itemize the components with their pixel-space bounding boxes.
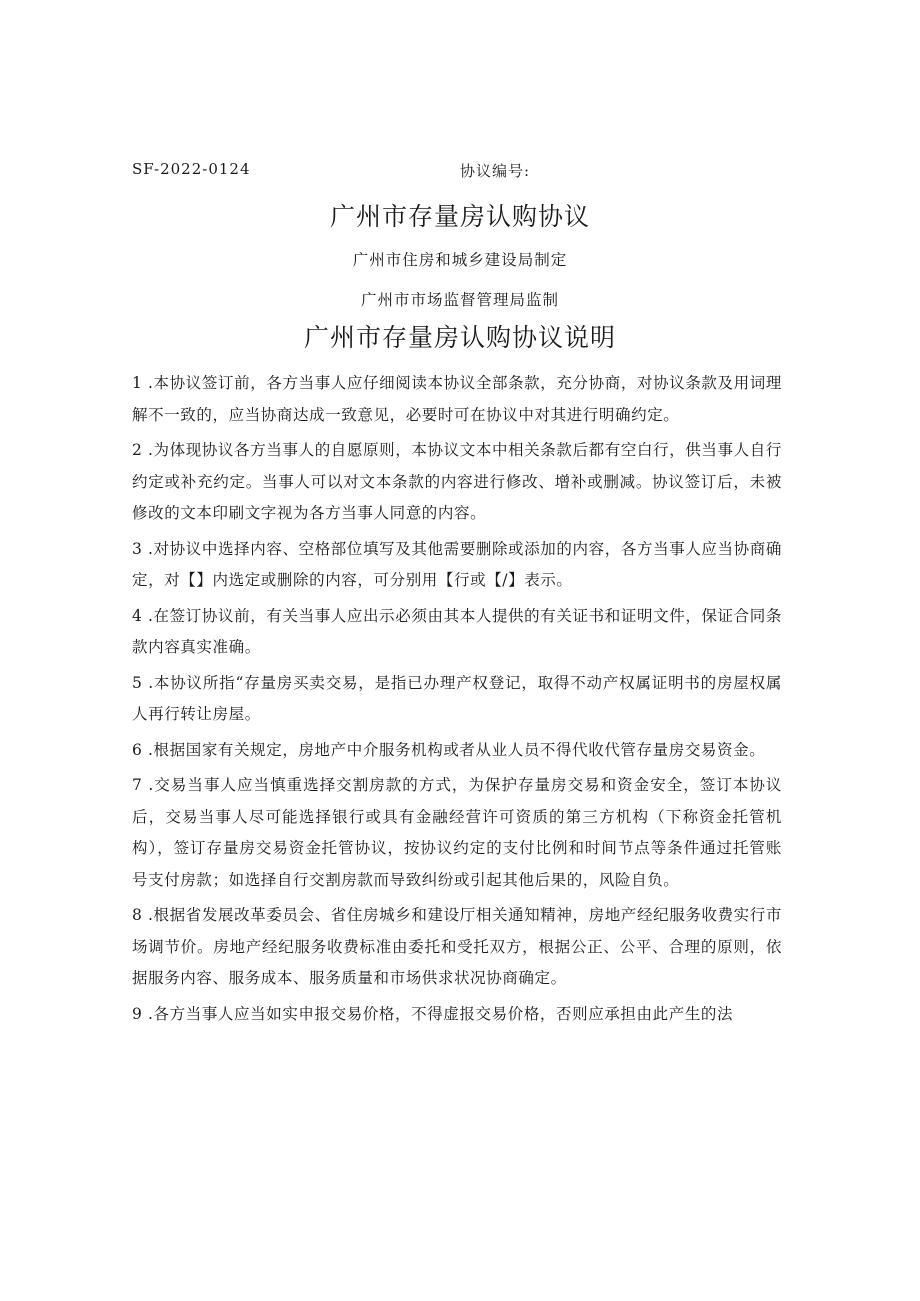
list-item [132, 668, 782, 731]
item-number: 4 [132, 606, 143, 625]
item-text: .为体现协议各方当事人的自愿原则，本协议文本中相关条款后都有空白行，供当事人自行约定或补充约定。当事人可以对文本条款的内容进行修改、增补或删减。协议签订后，未被修改的文本印刷文字视为各方当事人同意的内容。 [132, 441, 782, 522]
document-title: 广州市存量房认购协议 [329, 202, 590, 231]
instructions-list [132, 368, 782, 1034]
list-item [132, 735, 782, 767]
supervisor-line: 广州市市场监督管理局监制 [360, 291, 559, 309]
list-item [132, 368, 782, 431]
instructions-title: 广州市存量房认购协议说明 [303, 323, 616, 352]
item-number: 7 [132, 776, 143, 794]
item-number: 1 [132, 374, 143, 392]
issuer-line: 广州市住房和城乡建设局制定 [352, 251, 568, 269]
item-number: 2 [132, 441, 143, 459]
item-text: .根据省发展改革委员会、省住房城乡和建设厅相关通知精神，房地产经纪服务收费实行市场调节价。房地产经纪服务收费标准由委托和受托双方，根据公正、公平、合理的原则，依据服务内容、服务成本、服务质量和市场供求状况协商确定。 [132, 906, 782, 987]
item-number: 9 [132, 1004, 143, 1023]
agreement-number-label: 协议编号: [460, 162, 531, 180]
item-text: .本协议签订前，各方当事人应仔细阅读本协议全部条款，充分协商，对协议条款及用词理解不一致的，应当协商达成一致意见，必要时可在协议中对其进行明确约定。 [132, 374, 782, 424]
item-text: .在签订协议前，有关当事人应出示必须由其本人提供的有关证书和证明文件，保证合同条款内容真实准确。 [132, 606, 782, 656]
item-number: 6 [132, 740, 143, 759]
list-item [132, 435, 782, 530]
item-number: 5 [132, 673, 143, 692]
list-item [132, 999, 782, 1031]
item-text: .各方当事人应当如实申报交易价格，不得虚报交易价格，否则应承担由此产生的法 [142, 1004, 734, 1023]
list-item [132, 534, 782, 597]
item-text: .本协议所指“存量房买卖交易，是指已办理产权登记，取得不动产权属证明书的房屋权属人再行转让房屋。 [132, 673, 782, 723]
list-item [132, 900, 782, 995]
item-text: .交易当事人应当慎重选择交割房款的方式，为保护存量房交易和资金安全，签订本协议后，交易当事人尽可能选择银行或具有金融经营许可资质的第三方机构（下称资金托管机构），签订存量房交易资金托管协议，按协议约定的支付比例和时间节点等条件通过托管账号支付房款；如选择自行交割房款而导致纠纷或引起其他后果的，风险自负。 [132, 776, 782, 889]
item-text: .根据国家有关规定，房地产中介服务机构或者从业人员不得代收代管存量房交易资金。 [142, 740, 766, 759]
list-item [132, 601, 782, 664]
list-item [132, 770, 782, 896]
item-number: 8 [132, 906, 143, 924]
item-number: 3 [132, 539, 143, 558]
document-code: SF-2022-0124 [132, 160, 251, 178]
item-text: .对协议中选择内容、空格部位填写及其他需要删除或添加的内容，各方当事人应当协商确定，对【】内选定或删除的内容，可分别用【行或【/】表示。 [132, 539, 782, 589]
